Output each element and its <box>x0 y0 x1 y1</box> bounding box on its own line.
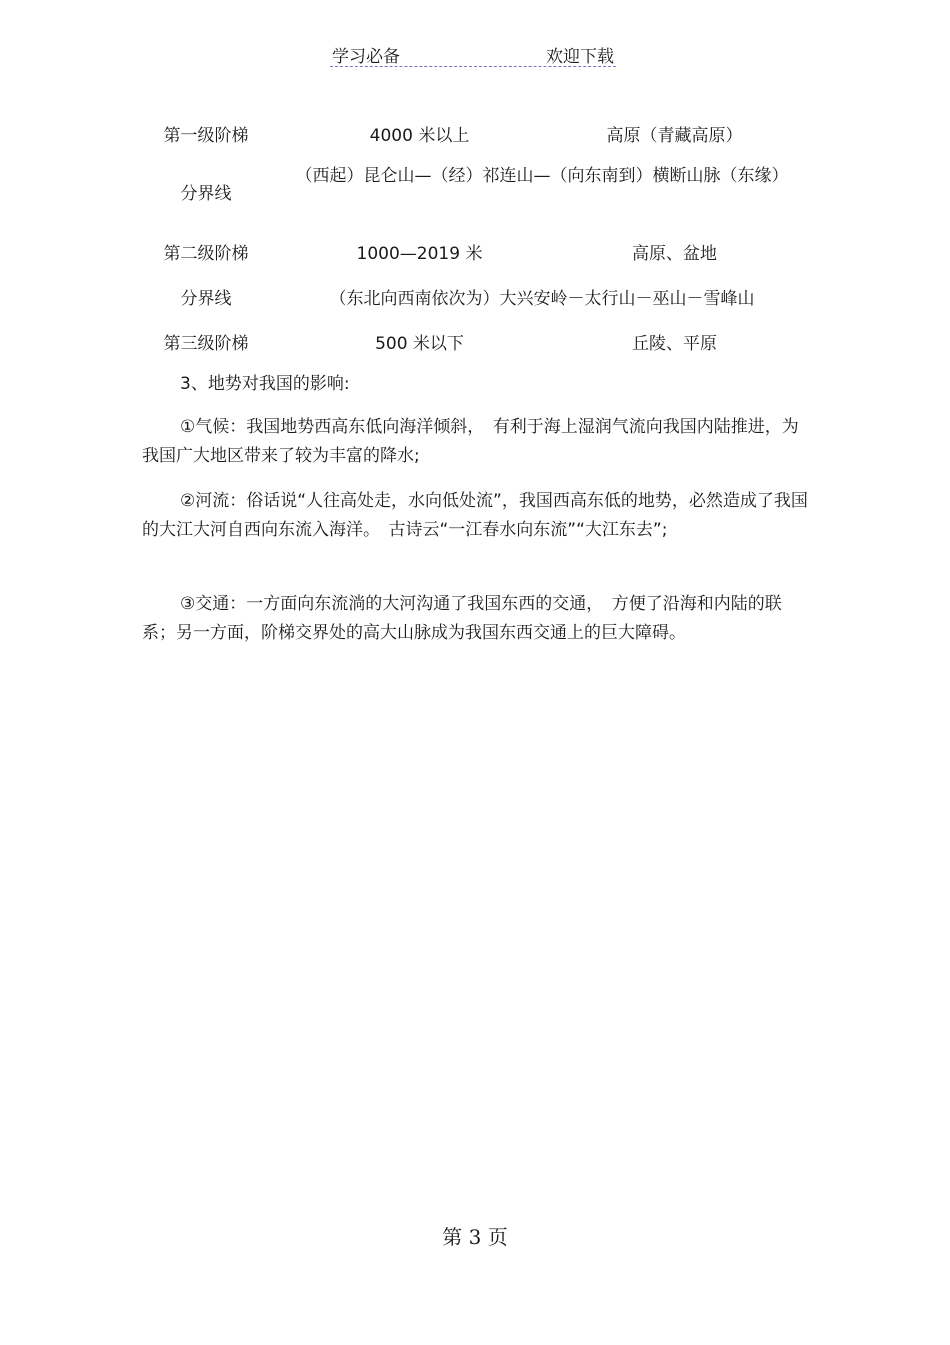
page-number: 第 3 页 <box>442 1225 508 1249</box>
level-name: 第二级阶梯 <box>163 244 249 264</box>
page-header <box>330 42 616 67</box>
level-name: 第一级阶梯 <box>163 126 249 146</box>
boundary-text: （西起）昆仑山—（经）祁连山—（向东南到）横断山脉（东缘） <box>295 166 789 186</box>
altitude: 500 米以下 <box>375 334 464 354</box>
landform: 丘陵、平原 <box>632 334 717 354</box>
level-name: 第三级阶梯 <box>163 334 249 354</box>
landform: 高原、盆地 <box>632 244 717 264</box>
table-row-boundary-1 <box>142 162 810 222</box>
paragraph-transport: ③交通：一方面向东流淌的大河沟通了我国东西的交通， 方便了沿海和内陆的联系；另一方面，阶梯交界处的高大山脉成为我国东西交通上的巨大障碍。 <box>142 594 782 643</box>
paragraph-rivers: ②河流：俗话说“人往高处走，水向低处流”，我国西高东低的地势，必然造成了我国的大江大河自西向东流入海洋。 古诗云“一江春水向东流”“大江东去”; <box>142 491 808 540</box>
boundary-text: （东北向西南依次为）大兴安岭－太行山－巫山－雪峰山 <box>329 289 755 309</box>
section-title: 3、地势对我国的影响: <box>180 374 350 394</box>
boundary-label: 分界线 <box>180 289 232 309</box>
landform: 高原（青藏高原） <box>606 126 743 146</box>
altitude: 1000—2019 米 <box>356 244 483 264</box>
boundary-label: 分界线 <box>180 184 232 204</box>
header-right-text: 欢迎下载 <box>546 47 614 67</box>
paragraph-climate: ①气候：我国地势西高东低向海洋倾斜， 有利于海上湿润气流向我国内陆推进，为我国广大地区带来了较为丰富的降水; <box>142 417 799 466</box>
altitude: 4000 米以上 <box>369 126 470 146</box>
header-left-text: 学习必备 <box>332 47 400 67</box>
